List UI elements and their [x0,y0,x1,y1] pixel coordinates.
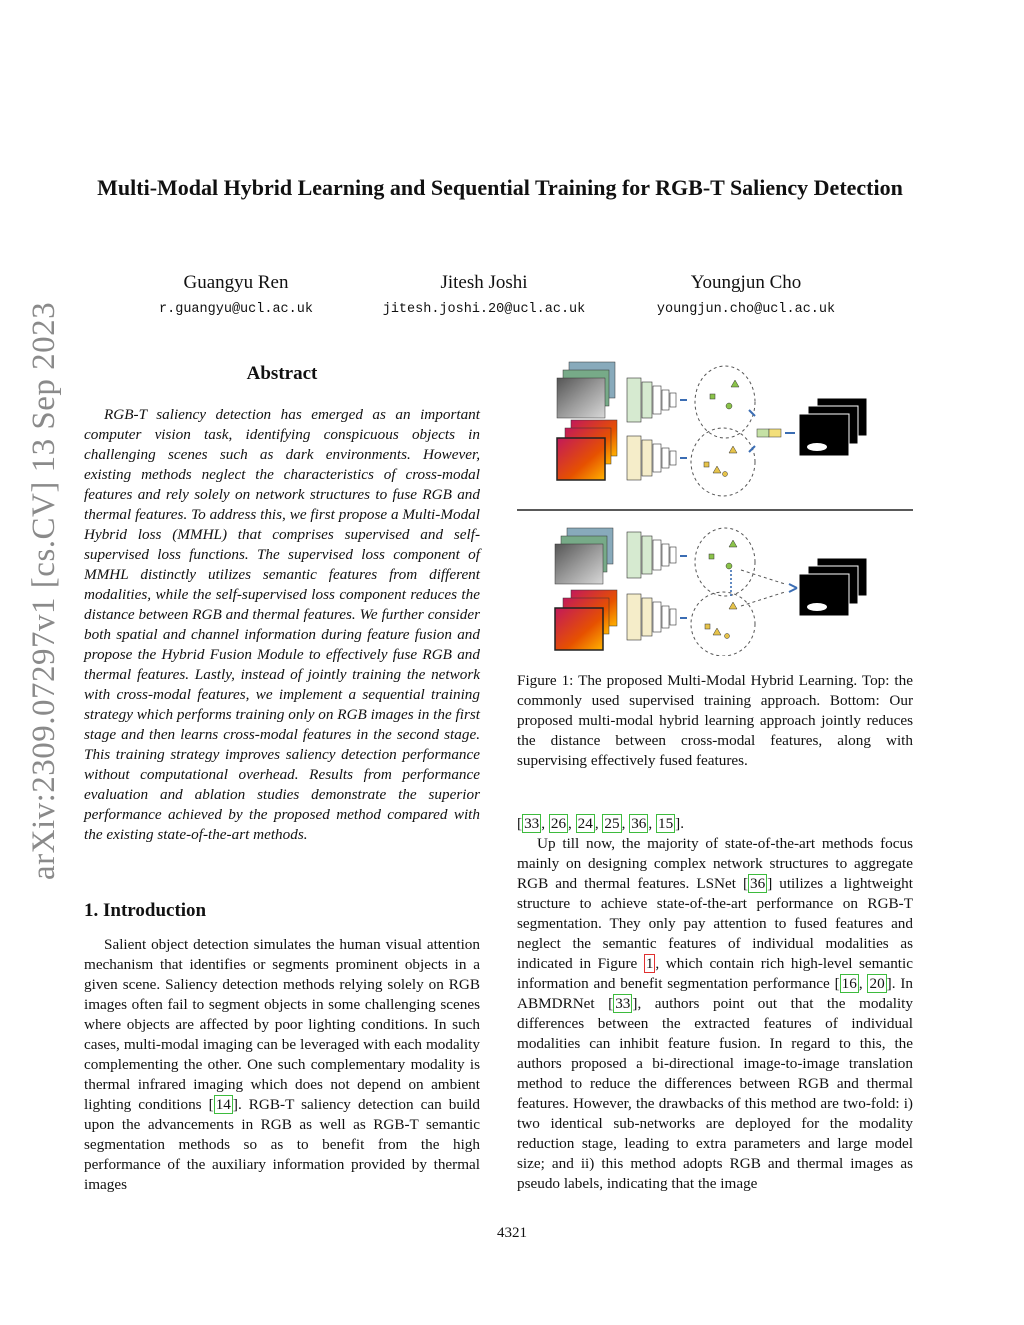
abstract-heading: Abstract [246,363,318,384]
author-1 [136,272,336,317]
author-email: youngjun.cho@ucl.ac.uk [656,302,836,317]
citation-link[interactable]: 36 [750,875,766,892]
citation-link[interactable]: 15 [657,815,674,832]
figure-1 [517,356,913,656]
abstract-text [84,405,480,845]
author-name: Guangyu Ren [183,272,289,293]
introduction-heading: 1. Introduction [84,900,207,921]
citation-link[interactable]: 33 [615,995,631,1012]
page-number: 4321 [497,1225,527,1241]
author-name: Youngjun Cho [690,272,802,293]
right-text: ] utilizes a lightweight structure to achieve state-of-the-art performance on RGB-T segmentation. They only pay attention to fused features and neglect the semantic features of individual modalities as indicated in Figure [517,875,913,972]
citation-link[interactable]: 26 [550,815,567,832]
citation-link[interactable]: 25 [604,815,620,832]
figure-1-diagram [517,356,913,656]
citation-link[interactable]: 20 [869,975,885,992]
right-paragraph: Up till now, the majority of state-of-the-art methods focus mainly on designing complex network structures to aggregate RGB and thermal features. LSNet [ 36 ] utilizes a lightweight structure to achieve state-of-the-art performance on RGB-T segmentation. They only pay attention to fused features and neglect the semantic features of individual modalities as indicated in Figure 1 , which contain rich high-level semantic information and benefit segmentation performance [ 16 , 20 ]. In ABMDRNet [ 33 ], authors point out that the modality differences between the extracted features of individual modalities can inhibit feature fusion. In regard to this, the authors proposed a bi-directional image-to-image translation method to reduce the differences between RGB and thermal features. However, the drawbacks of this method are two-fold: i) two identical sub-networks are deployed for the modality reduction stage, leading to extra parameters and large model size; and ii) this method adopts RGB and thermal images as pseudo labels, indicating that the image [517,835,913,1192]
right-text: ], authors point out that the modality differences between the extracted features of individual modalities can inhibit feature fusion. In regard to this, the authors proposed a bi-directional image-to-image translation method to reduce the differences between RGB and thermal features. However, the drawbacks of this method are two-fold: i) two identical sub-networks are deployed for the modality reduction stage, leading to extra parameters and large model size; and ii) this method adopts RGB and thermal images as pseudo labels, indicating that the image [517,995,913,1192]
intro-text: ]. RGB-T saliency detection can build upon the advancements in RGB as well as RGB-T semantic segmentation methods so as to benefit from the high performance of the auxiliary information provided by thermal images [84,1096,480,1193]
paper-title: Multi-Modal Hybrid Learning and Sequential Training for RGB-T Saliency Detection [97,175,903,200]
right-text: ]. In ABMDRNet [ [517,975,913,1012]
abstract-paragraph: RGB-T saliency detection has emerged as an important computer vision task, identifying conspicuous objects in challenging scenes such as dark environments. However, existing methods neglect the characteristics of cross-modal features and rely solely on network structures to fuse RGB and thermal features. To address this, we first propose a Multi-Modal Hybrid loss (MMHL) that comprises supervised and self-supervised loss functions. The supervised loss component of MMHL distinctly utilizes semantic features from different modalities, while the self-supervised loss component reduces the distance between RGB and thermal features. We further consider both spatial and channel information during feature fusion and propose the Hybrid Fusion Module to effectively fuse RGB and thermal features. Lastly, instead of jointly training the network with cross-modal features, we implement a sequential training strategy which performs training only on RGB images in the first stage and then learns cross-modal features in the second stage. This training strategy improves saliency detection performance without computational overhead. Results from performance evaluation and ablation studies demonstrate the superior performance achieved by the proposed method compared with the existing state-of-the-art methods. [84,406,480,843]
right-text: Up till now, the majority of state-of-the-art methods focus mainly on designing complex network structures to aggregate RGB and thermal features. LSNet [ [517,835,913,892]
citation-link[interactable]: 36 [631,815,647,832]
citation-link[interactable]: 16 [841,975,857,992]
author-3 [636,272,856,317]
citation-link[interactable]: 24 [577,815,593,832]
right-text: , which contain rich high-level semantic information and benefit segmentation performance [ [517,955,913,992]
citation-link[interactable]: 33 [524,815,540,832]
author-email: jitesh.joshi.20@ucl.ac.uk [382,302,586,317]
citation-link[interactable]: 14 [215,1096,231,1113]
author-2 [364,272,604,317]
figure-bottom-panel [555,528,867,656]
intro-text: Salient object detection simulates the human visual attention mechanism that identifies or segments prominent objects in a given scene. Saliency detection methods relying solely on RGB images often fail to segment objects in some challenging scenes where objects are affected by poor lighting conditions. In such cases, multi-modal imaging can be leveraged with each modality complementing the other. One such complementary modality is thermal infrared imaging which does not depend on ambient lighting conditions [ [84,936,480,1113]
introduction-paragraph [84,935,480,1195]
figure-1-caption: Figure 1: The proposed Multi-Modal Hybrid Learning. Top: the commonly used supervised training approach. Bottom: Our proposed multi-modal hybrid learning approach jointly reduces the distance between cross-modal features, along with supervising effectively fused features. [517,672,913,769]
author-email: r.guangyu@ucl.ac.uk [159,302,313,317]
right-column-text [517,814,913,1194]
figure-top-panel [557,362,867,496]
refs-line: [ 33 , 26 , 24 , 25 , 36 , 15 ]. [517,815,685,832]
author-name: Jitesh Joshi [440,272,528,293]
figure-link[interactable]: 1 [645,955,654,972]
arxiv-stamp: arXiv:2309.07297v1 [cs.CV] 13 Sep 2023 [26,301,62,880]
